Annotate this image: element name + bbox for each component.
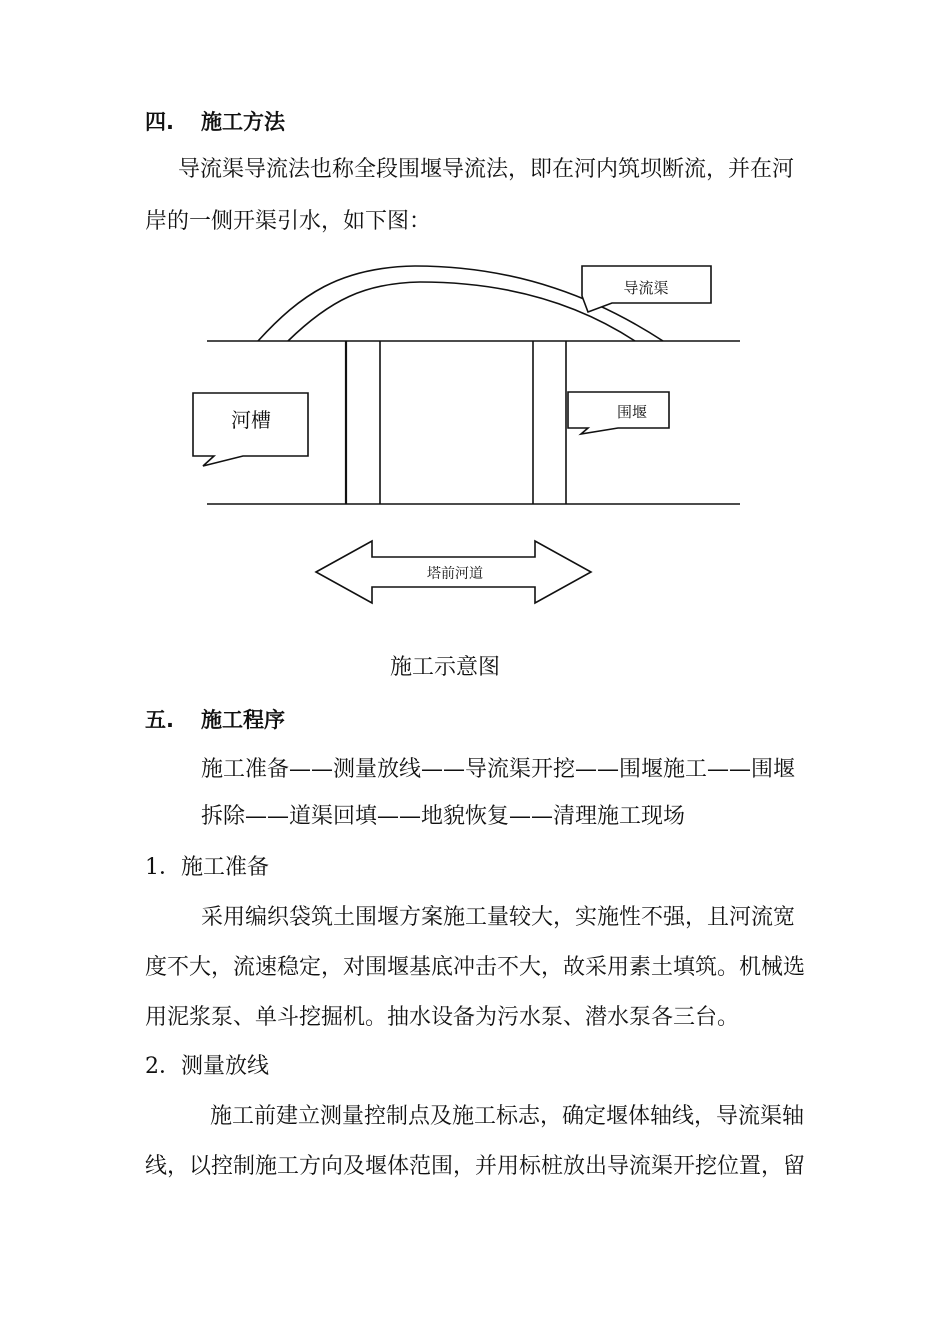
section-4-title: 施工方法 [201, 110, 285, 134]
cofferdam-right [533, 341, 566, 504]
callout-riverbed [193, 393, 308, 466]
section-4-paragraph-line-2: 岸的一侧开渠引水，如下图： [145, 209, 432, 234]
section-5-number: 五. [145, 708, 174, 732]
label-riverbed: 河槽 [231, 408, 271, 432]
construction-diagram [0, 0, 950, 640]
callout-diversion-channel [582, 266, 711, 312]
label-diversion-channel: 导流渠 [623, 279, 669, 297]
cofferdam-left [346, 341, 380, 504]
label-cofferdam: 围堰 [616, 403, 648, 421]
section-4-number: 四. [145, 110, 174, 134]
item-2-line-1: 施工前建立测量控制点及施工标志，确定堰体轴线，导流渠轴 [210, 1104, 805, 1129]
sequence-line-1: 施工准备——测量放线——导流渠开挖——围堰施工——围堰 [201, 757, 796, 782]
river-double-arrow [316, 541, 591, 603]
item-2-heading: 2．测量放线 [145, 1054, 269, 1079]
section-5-title: 施工程序 [201, 708, 285, 732]
sequence-line-2: 拆除——道渠回填——地貌恢复——清理施工现场 [201, 804, 686, 829]
item-2-line-2: 线，以控制施工方向及堰体范围，并用标桩放出导流渠开挖位置，留 [145, 1154, 806, 1179]
section-5-heading [145, 704, 445, 734]
item-1-line-2: 度不大，流速稳定，对围堰基底冲击不大，故采用素土填筑。机械选 [145, 955, 806, 980]
section-4-paragraph-line-1: 导流渠导流法也称全段围堰导流法，即在河内筑坝断流，并在河 [178, 157, 795, 182]
item-1-line-1: 采用编织袋筑土围堰方案施工量较大，实施性不强，且河流宽 [201, 905, 796, 930]
label-river: 塔前河道 [427, 566, 483, 582]
callout-cofferdam [568, 392, 669, 434]
item-1-line-3: 用泥浆泵、单斗挖掘机。抽水设备为污水泵、潜水泵各三台。 [145, 1005, 740, 1030]
item-1-heading: 1．施工准备 [145, 855, 269, 880]
diagram-caption: 施工示意图 [390, 655, 501, 680]
